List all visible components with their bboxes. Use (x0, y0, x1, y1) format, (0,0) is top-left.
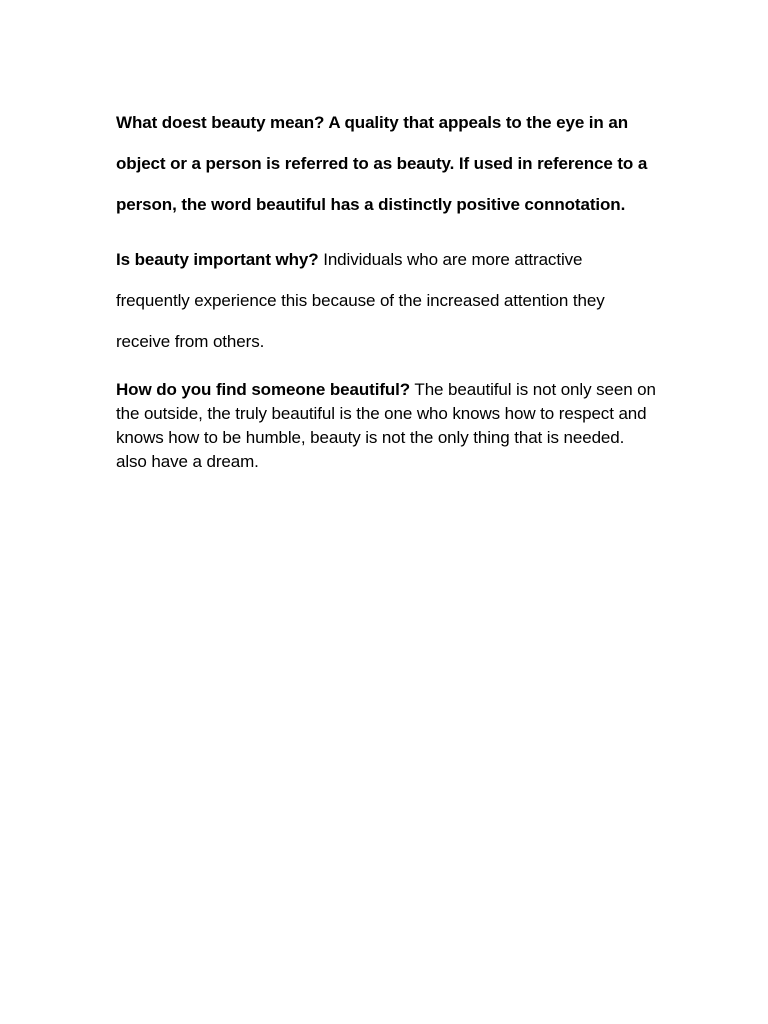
paragraph-finding-beauty-text: The beautiful is not only seen on the outside, the truly beautiful is the one who knows how to respect and knows how to be humble, beauty is not the only thing that is needed. also have a dream. (116, 380, 656, 471)
paragraph-beauty-importance-heading: Is beauty important why? (116, 250, 319, 269)
paragraph-beauty-meaning-text: What doest beauty mean? A quality that appeals to the eye in an object or a person is referred to as beauty. If used in reference to a person, the word beautiful has a distinctly positive connotation. (116, 113, 648, 214)
paragraph-beauty-meaning (116, 102, 656, 225)
paragraph-finding-beauty-heading: How do you find someone beautiful? (116, 380, 411, 399)
paragraph-finding-beauty (116, 378, 656, 474)
document-body (116, 102, 656, 474)
paragraph-beauty-importance (116, 239, 656, 362)
paragraph-beauty-importance-text: Individuals who are more attractive frequently experience this because of the increased attention they receive from others. (116, 250, 605, 351)
